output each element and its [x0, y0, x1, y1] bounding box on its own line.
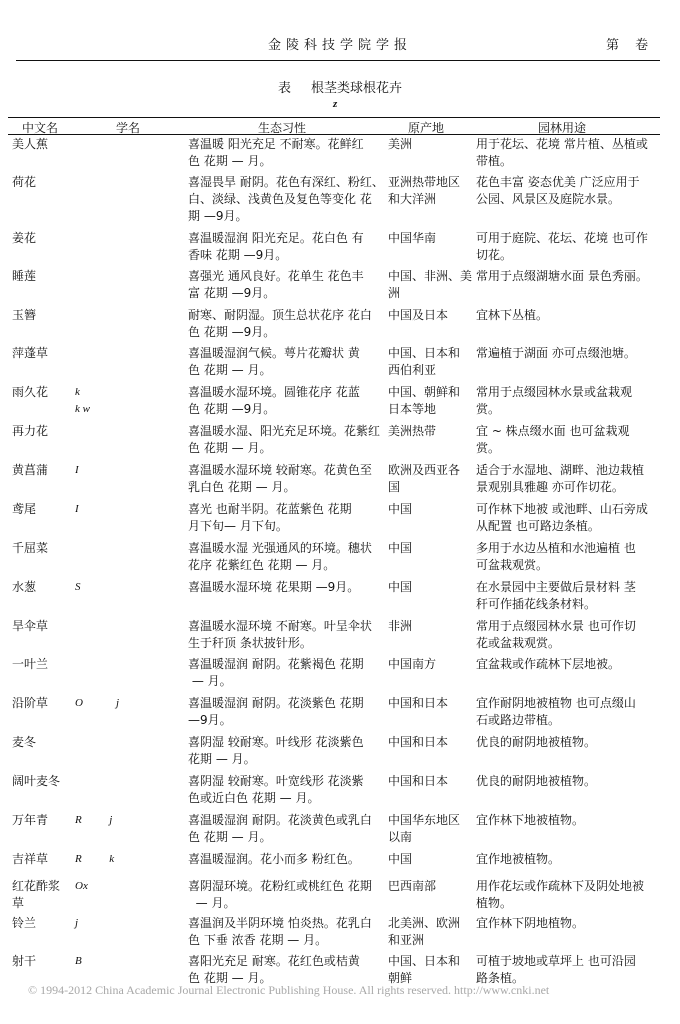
cell-habit-line: —9月。 [188, 713, 232, 727]
cell-chinese-name-line: 红花酢浆 [12, 879, 61, 893]
cell-habit-line: 喜温暖水湿环境 较耐寒。花黄色至 [188, 463, 372, 477]
cell-habit-line: 喜温暖湿润 阳光充足。花白色 有 [188, 231, 364, 245]
cell-garden-use-line: 常用于点缀园林水景或盆栽观 [476, 385, 633, 399]
cell-garden-use-line: 宜作耐阴地被植物 也可点缀山 [476, 696, 636, 710]
cell-habit-line: 白、淡绿、浅黄色及复色等变化 花 [188, 192, 372, 206]
cell-habit-line: 喜温暖水湿、阳光充足环境。花紫红 [188, 424, 381, 438]
col-header-use: 园林用途 [538, 121, 587, 135]
cell-origin-line: 美洲热带 [388, 424, 437, 438]
cell-habit [188, 618, 384, 652]
cell-habit [188, 501, 384, 535]
cell-chinese-name [12, 878, 68, 912]
cell-habit [188, 540, 384, 574]
cell-garden-use-line: 适合于水湿地、湖畔、池边栽植 [476, 463, 645, 477]
cell-origin-line: 中国 [388, 580, 413, 594]
cell-chinese-name: 姜花 [12, 231, 37, 245]
cell-origin [388, 579, 470, 596]
cell-habit [188, 851, 384, 868]
cell-origin [388, 851, 470, 868]
copyright-watermark: © 1994-2012 China Academic Journal Electronic Publishing House. All rights reserved. http://www.cnki.net [28, 983, 550, 997]
cell-habit-line: 色 花期 — 月。 [188, 363, 272, 377]
cell-garden-use-line: 多用于水边丛植和水池遍植 也 [476, 541, 636, 555]
journal-title: 金陵科技学院学报 [267, 38, 412, 53]
cell-habit-line: 喜温暖湿润 耐阴。花紫褐色 花期 [188, 657, 364, 671]
cell-garden-use [476, 345, 656, 362]
cell-habit-line: 喜温暖湿润 耐阴。花淡黄色或乳白 [188, 813, 372, 827]
table-header-rule [8, 134, 660, 135]
cell-scientific-name-line: Ox [75, 880, 88, 892]
cell-habit [188, 345, 384, 379]
cell-origin-line: 西伯利亚 [388, 363, 437, 377]
cell-origin-line: 和大洋洲 [388, 192, 437, 206]
cell-scientific-name-line: O j [75, 697, 119, 709]
cell-garden-use-line: 宜盆栽或作疏林下层地被。 [476, 657, 621, 671]
cell-garden-use [476, 307, 656, 324]
cell-habit-line: 喜温暖水湿环境。圆锥花序 花蓝 [188, 385, 360, 399]
cell-scientific-name [75, 851, 175, 868]
cell-garden-use-line: 常遍植于湖面 亦可点缀池塘。 [476, 346, 636, 360]
cell-scientific-name [75, 579, 175, 596]
table-title: 根茎类球根花卉 [311, 81, 403, 96]
cell-origin-line: 中国华南 [388, 231, 437, 245]
cell-habit-line: 色 花期 — 月。 [188, 441, 272, 455]
cell-garden-use-line: 从配置 也可路边条植。 [476, 519, 600, 533]
cell-habit-line: 香味 花期 —9月。 [188, 248, 288, 262]
cell-habit-line: 喜温暖水湿环境 花果期 —9月。 [188, 580, 360, 594]
cell-chinese-name: 玉簪 [12, 308, 37, 322]
cell-habit-line: 色 花期 —9月。 [188, 402, 276, 416]
cell-origin-line: 非洲 [388, 619, 413, 633]
cell-garden-use-line: 秆可作插花线条材料。 [476, 597, 597, 611]
cell-chinese-name: 旱伞草 [12, 619, 49, 633]
cell-origin [388, 734, 470, 751]
cell-garden-use-line: 公园、风景区及庭院水景。 [476, 192, 621, 206]
cell-origin-line: 中国、日本和 [388, 954, 461, 968]
table-caption [0, 77, 680, 96]
cell-origin-line: 欧洲及西亚各 [388, 463, 461, 477]
cell-origin [388, 812, 470, 846]
cell-garden-use-line: 花色丰富 姿态优美 广泛应用于 [476, 175, 640, 189]
cell-chinese-name: 一叶兰 [12, 657, 49, 671]
cell-garden-use-line: 可用于庭院、花坛、花境 也可作 [476, 231, 648, 245]
cell-habit-line: 喜温润及半阴环境 怕炎热。花乳白 [188, 916, 372, 930]
cell-garden-use [476, 695, 656, 729]
cell-origin [388, 268, 473, 302]
cell-habit-line: 色 花期 — 月。 [188, 971, 272, 985]
cell-garden-use-line: 切花。 [476, 248, 513, 262]
cell-habit-line: 花期 — 月。 [188, 752, 256, 766]
cell-garden-use [476, 423, 656, 457]
cell-habit [188, 384, 384, 418]
cell-habit-line: 喜温暖湿润。花小而多 粉红色。 [188, 852, 360, 866]
cell-habit-line: 喜阴湿 较耐寒。叶线形 花淡紫色 [188, 735, 364, 749]
cell-chinese-name: 吉祥草 [12, 852, 49, 866]
cell-origin-line: 中国 [388, 502, 413, 516]
cell-scientific-name-line: B [75, 955, 82, 967]
cell-habit [188, 423, 384, 457]
cell-scientific-name-line: R k [75, 853, 115, 865]
cell-habit [188, 656, 384, 690]
cell-habit [188, 915, 384, 949]
cell-origin-line: 中国南方 [388, 657, 437, 671]
cell-chinese-name: 万年青 [12, 813, 49, 827]
cell-habit-line: 喜温暖 阳光充足 不耐寒。花鲜红 [188, 137, 364, 151]
cell-habit [188, 878, 384, 912]
cell-garden-use [476, 953, 656, 987]
cell-habit [188, 812, 384, 846]
cell-chinese-name: 麦冬 [12, 735, 37, 749]
cell-garden-use-line: 常用于点缀园林水景 也可作切 [476, 619, 636, 633]
cell-habit-line: 喜温暖湿润气候。萼片花瓣状 黄 [188, 346, 360, 360]
cell-garden-use-line: 常用于点缀湖塘水面 景色秀丽。 [476, 269, 648, 283]
cell-garden-use [476, 915, 656, 932]
cell-chinese-name: 雨久花 [12, 385, 49, 399]
cell-habit-line: 喜强光 通风良好。花单生 花色丰 [188, 269, 364, 283]
cell-garden-use [476, 136, 656, 170]
cell-origin [388, 773, 470, 790]
cell-garden-use-line: 赏。 [476, 402, 501, 416]
cell-garden-use-line: 花或盆栽观赏。 [476, 636, 561, 650]
cell-garden-use-line: 用于花坛、花境 常片植、丛植或 [476, 137, 648, 151]
cell-garden-use-line: 植物。 [476, 896, 513, 910]
cell-scientific-name [75, 384, 175, 418]
cell-origin [388, 695, 470, 712]
cell-origin [388, 540, 470, 557]
cell-origin-line: 巴西南部 [388, 879, 437, 893]
cell-origin-line: 日本等地 [388, 402, 437, 416]
cell-garden-use [476, 878, 656, 912]
cell-origin-line: 朝鲜 [388, 971, 413, 985]
cell-origin [388, 878, 470, 895]
cell-chinese-name: 阔叶麦冬 [12, 774, 61, 788]
cell-origin-line: 以南 [388, 830, 413, 844]
cell-scientific-name [75, 812, 175, 829]
cell-habit [188, 695, 384, 729]
cell-habit-line: 期 —9月。 [188, 209, 248, 223]
cell-garden-use [476, 734, 656, 751]
cell-habit [188, 953, 384, 987]
cell-habit-line: — 月。 [188, 674, 232, 688]
cell-scientific-name-line: k [75, 386, 80, 398]
cell-origin [388, 953, 470, 987]
cell-garden-use-line: 赏。 [476, 441, 501, 455]
cell-scientific-name [75, 462, 175, 479]
cell-origin-line: 亚洲热带地区 [388, 175, 461, 189]
cell-habit [188, 230, 384, 264]
cell-habit-line: 喜温暖水湿 光强通风的环境。穗状 [188, 541, 372, 555]
cell-garden-use-line: 优良的耐阴地被植物。 [476, 735, 597, 749]
col-header-sci-name: 学名 [116, 121, 141, 135]
cell-origin [388, 136, 470, 153]
cell-habit [188, 462, 384, 496]
cell-garden-use-line: 宜作林下阴地植物。 [476, 916, 585, 930]
cell-scientific-name [75, 501, 175, 518]
cell-chinese-name: 鸢尾 [12, 502, 37, 516]
cell-garden-use [476, 230, 656, 264]
cell-scientific-name [75, 953, 175, 970]
cell-habit [188, 174, 384, 225]
cell-garden-use [476, 268, 656, 285]
cell-scientific-name-line: R j [75, 814, 113, 826]
cell-habit-line: 喜阴湿 较耐寒。叶宽线形 花淡紫 [188, 774, 364, 788]
cell-chinese-name: 萍蓬草 [12, 346, 49, 360]
cell-origin [388, 618, 470, 635]
cell-origin-line: 国 [388, 480, 401, 494]
cell-garden-use [476, 773, 656, 790]
cell-habit-line: 月下旬— 月下旬。 [188, 519, 288, 533]
cell-garden-use [476, 851, 656, 868]
cell-origin-line: 中国 [388, 852, 413, 866]
cell-scientific-name [75, 878, 175, 895]
cell-origin [388, 501, 470, 518]
cell-chinese-name-line: 草 [12, 896, 25, 910]
cell-habit [188, 734, 384, 768]
cell-chinese-name: 水葱 [12, 580, 37, 594]
cell-garden-use-line: 宜 ~ 株点缀水面 也可盆栽观 [476, 424, 630, 438]
col-header-cn-name: 中文名 [22, 121, 59, 135]
cell-habit-line: — 月。 [188, 896, 236, 910]
cell-origin [388, 384, 470, 418]
cell-habit-line: 乳白色 花期 — 月。 [188, 480, 296, 494]
cell-habit-line: 色 花期 —9月。 [188, 325, 276, 339]
cell-garden-use-line: 景观别具雅趣 亦可作切花。 [476, 480, 624, 494]
cell-garden-use [476, 174, 656, 208]
cell-habit [188, 307, 384, 341]
cell-habit-line: 色或近白色 花期 — 月。 [188, 791, 320, 805]
cell-scientific-name [75, 915, 175, 932]
cell-garden-use-line: 石或路边带植。 [476, 713, 561, 727]
cell-garden-use [476, 501, 656, 535]
cell-origin-line: 中国及日本 [388, 308, 449, 322]
cell-scientific-name-line: k w [75, 403, 90, 415]
cell-habit [188, 136, 384, 170]
cell-chinese-name: 沿阶草 [12, 696, 49, 710]
cell-garden-use [476, 618, 656, 652]
cell-origin-line: 中国和日本 [388, 696, 449, 710]
cell-scientific-name-line: I [75, 503, 79, 515]
cell-origin [388, 656, 470, 673]
cell-chinese-name: 黄菖蒲 [12, 463, 49, 477]
cell-scientific-name-line: j [75, 917, 79, 929]
cell-origin-line: 中国和日本 [388, 774, 449, 788]
cell-chinese-name: 荷花 [12, 175, 37, 189]
cell-garden-use [476, 384, 656, 418]
cell-habit-line: 色 花期 — 月。 [188, 830, 272, 844]
cell-habit-line: 色 下垂 浓香 花期 — 月。 [188, 933, 328, 947]
cell-garden-use-line: 宜林下丛植。 [476, 308, 549, 322]
cell-chinese-name: 睡莲 [12, 269, 37, 283]
cell-garden-use-line: 可作林下地被 或池畔、山石旁成 [476, 502, 648, 516]
cell-garden-use-line: 可盆栽观赏。 [476, 558, 549, 572]
cell-origin-line: 美洲 [388, 137, 413, 151]
cell-origin-line: 北美洲、欧洲 [388, 916, 461, 930]
table-label: 表 [277, 81, 291, 96]
cell-origin-line: 洲 [388, 286, 401, 300]
col-header-habit: 生态习性 [258, 121, 307, 135]
cell-origin [388, 174, 470, 208]
cell-garden-use [476, 579, 656, 613]
cell-origin-line: 中国华东地区 [388, 813, 461, 827]
cell-origin [388, 307, 470, 324]
cell-garden-use [476, 540, 656, 574]
cell-chinese-name: 千屈菜 [12, 541, 49, 555]
cell-origin-line: 中国、非洲、美 [388, 269, 473, 283]
cell-garden-use-line: 用作花坛或作疏林下及阴处地被 [476, 879, 645, 893]
cell-origin [388, 915, 470, 949]
cell-origin [388, 345, 470, 379]
cell-habit [188, 579, 384, 596]
cell-habit-line: 喜温暖湿润 耐阴。花淡紫色 花期 [188, 696, 364, 710]
cell-habit-line: 色 花期 — 月。 [188, 154, 272, 168]
cell-origin-line: 中国、朝鲜和 [388, 385, 461, 399]
cell-habit-line: 富 花期 —9月。 [188, 286, 276, 300]
cell-habit-line: 喜阳光充足 耐寒。花红色或桔黄 [188, 954, 360, 968]
cell-garden-use [476, 812, 656, 829]
cell-habit-line: 喜光 也耐半阴。花蓝紫色 花期 [188, 502, 352, 516]
cell-chinese-name: 射干 [12, 954, 37, 968]
cell-garden-use-line: 带植。 [476, 154, 513, 168]
table-subtitle: z [333, 98, 338, 110]
cell-habit [188, 268, 384, 302]
cell-habit-line: 喜温暖水湿环境 不耐寒。叶呈伞状 [188, 619, 372, 633]
cell-scientific-name-line: I [75, 464, 79, 476]
cell-origin [388, 423, 470, 440]
cell-habit-line: 喜湿畏旱 耐阴。花色有深红、粉红、 [188, 175, 384, 189]
cell-garden-use [476, 462, 656, 496]
cell-habit-line: 耐寒、耐阴湿。顶生总状花序 花白 [188, 308, 372, 322]
cell-habit [188, 773, 384, 807]
cell-origin-line: 中国和日本 [388, 735, 449, 749]
cell-garden-use-line: 宜作林下地被植物。 [476, 813, 585, 827]
cell-garden-use-line: 优良的耐阴地被植物。 [476, 774, 597, 788]
cell-garden-use-line: 路条植。 [476, 971, 525, 985]
cell-garden-use-line: 可植于坡地或草坪上 也可沿园 [476, 954, 636, 968]
cell-habit-line: 花序 花紫红色 花期 — 月。 [188, 558, 336, 572]
cell-origin [388, 230, 470, 247]
volume-label: 第 卷 [606, 38, 655, 53]
cell-chinese-name: 铃兰 [12, 916, 37, 930]
cell-scientific-name [75, 695, 175, 712]
cell-habit-line: 生于秆顶 条状披针形。 [188, 636, 312, 650]
cell-scientific-name-line: S [75, 581, 81, 593]
cell-origin [388, 462, 470, 496]
cell-origin-line: 中国 [388, 541, 413, 555]
cell-chinese-name: 再力花 [12, 424, 49, 438]
cell-habit-line: 喜阴湿环境。花粉红或桃红色 花期 [188, 879, 372, 893]
cell-origin-line: 中国、日本和 [388, 346, 461, 360]
cell-origin-line: 和亚洲 [388, 933, 425, 947]
cell-garden-use-line: 宜作地被植物。 [476, 852, 561, 866]
table-top-rule [8, 117, 660, 118]
col-header-origin: 原产地 [408, 121, 445, 135]
header-rule [16, 60, 660, 61]
cell-chinese-name: 美人蕉 [12, 137, 49, 151]
cell-garden-use-line: 在水景园中主要做后景材料 茎 [476, 580, 636, 594]
cell-garden-use [476, 656, 656, 673]
